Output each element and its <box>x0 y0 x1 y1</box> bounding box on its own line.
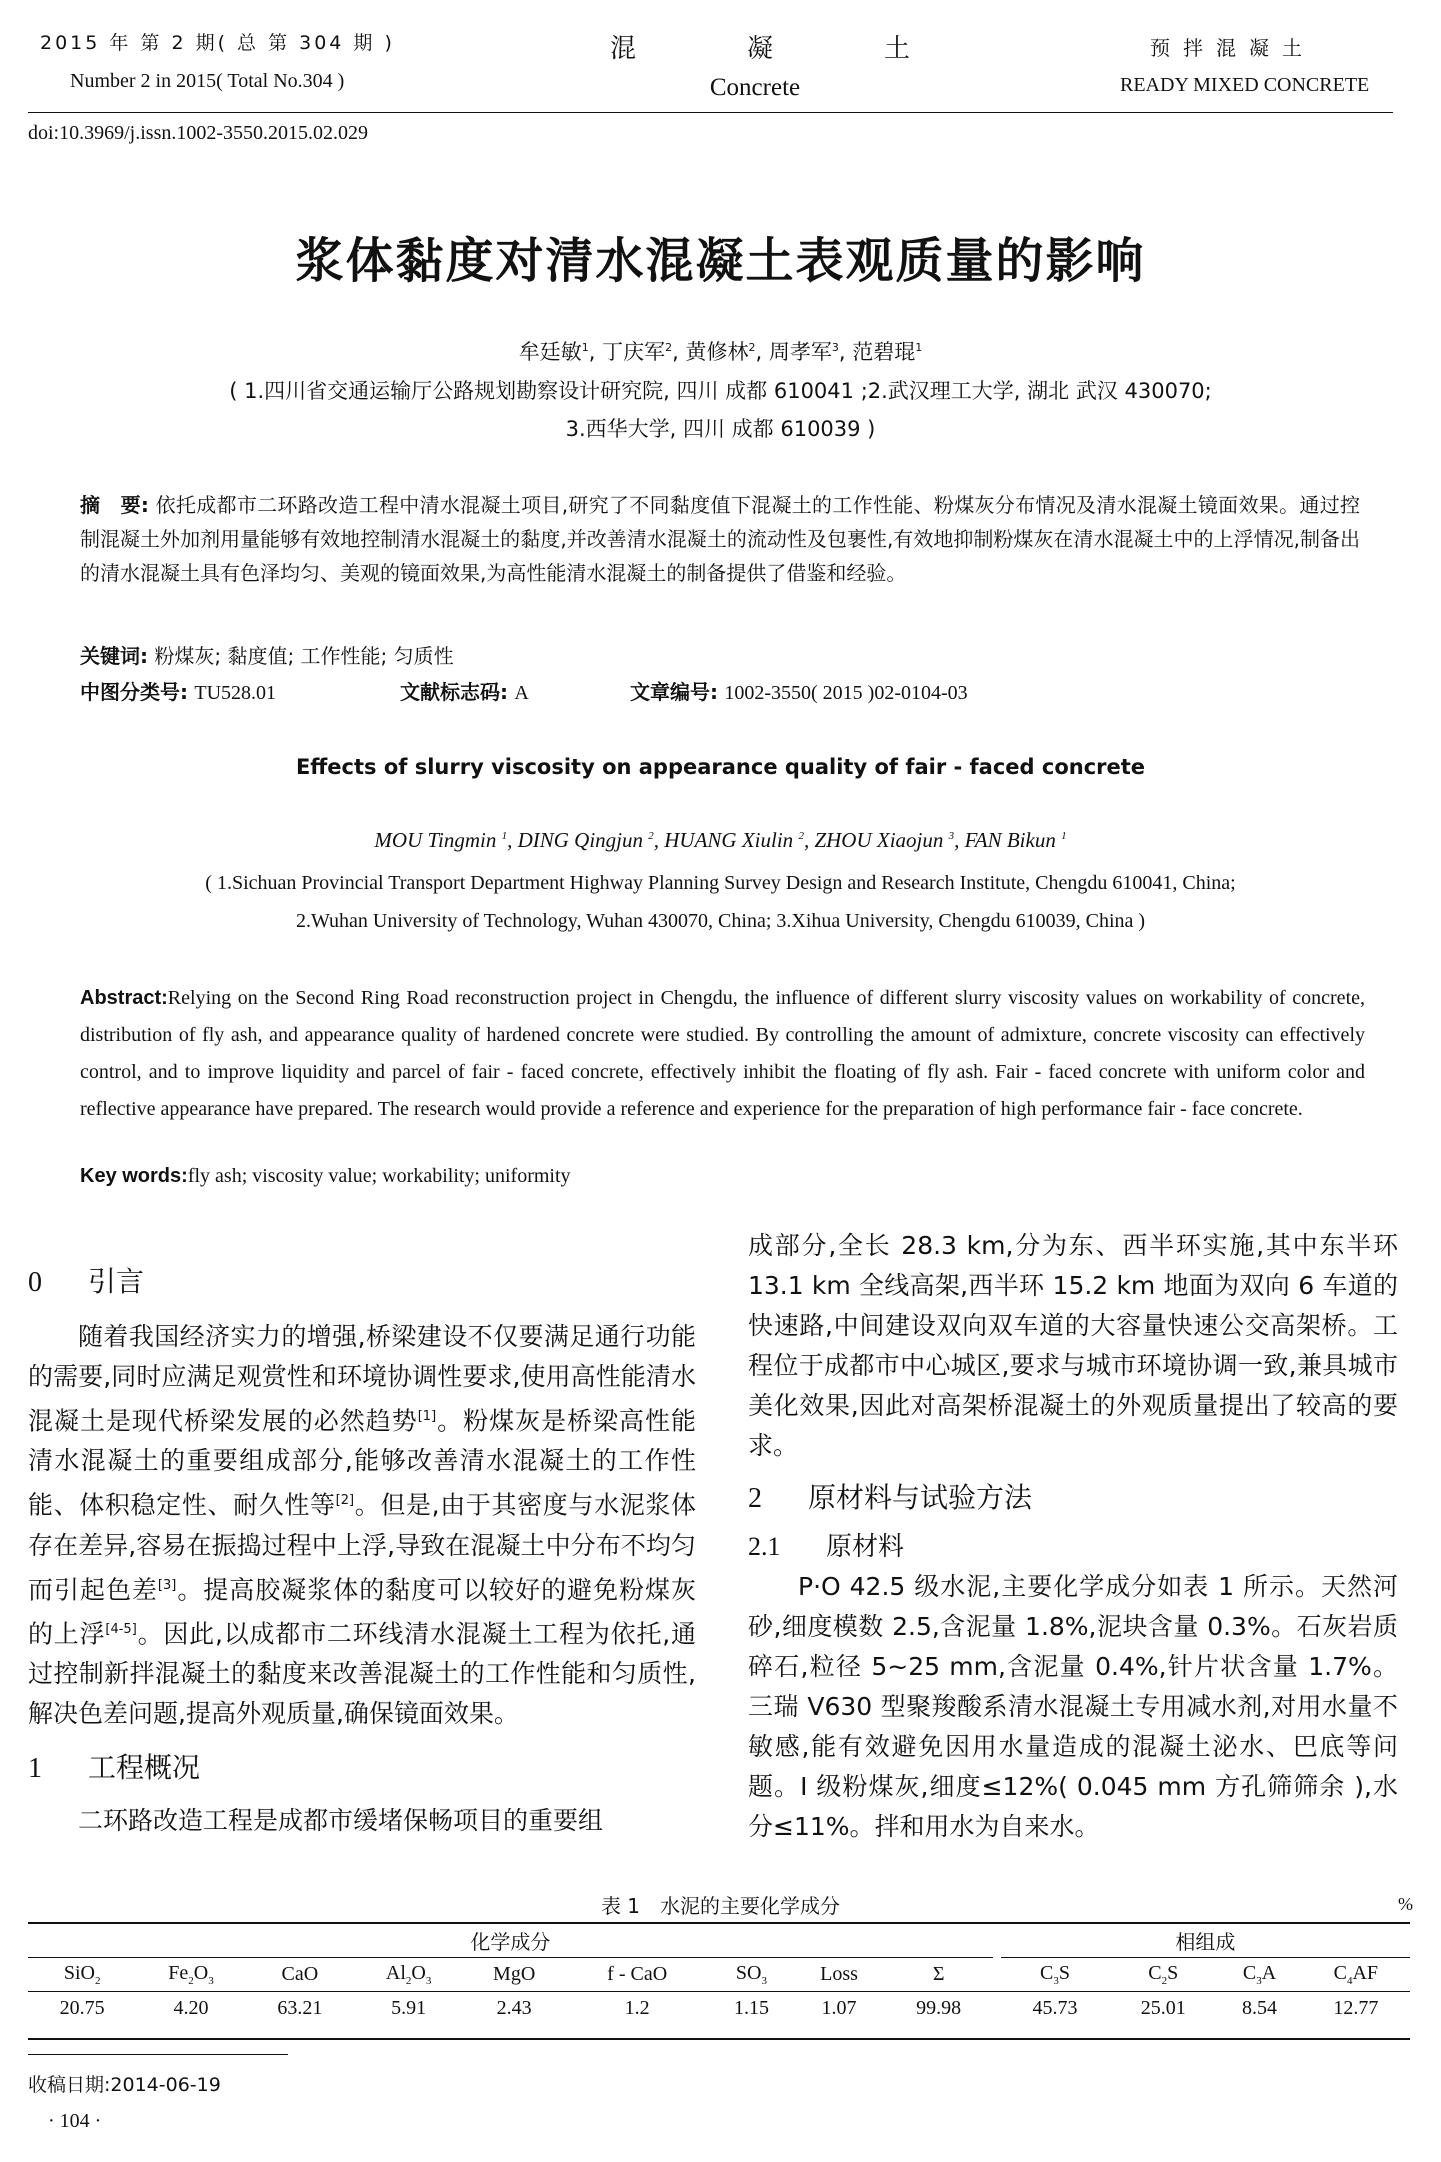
column-header: $C_3A$ <box>1217 1958 1301 1992</box>
column-header: $Fe_2O_3$ <box>136 1958 245 1992</box>
column-header: $SO_3$ <box>709 1958 793 1992</box>
column-header: f - CaO <box>565 1958 709 1992</box>
authors-cn: 牟廷敏$^1$, 丁庆军$^2$, 黄修林$^2$, 周孝军$^3$, 范碧琨$^1$ <box>518 340 923 364</box>
table-cell: 1.2 <box>565 1992 709 2026</box>
page-number: · 104 · <box>48 2110 102 2132</box>
footnote-rule <box>28 2054 288 2055</box>
citation[interactable]: [3] <box>157 1577 177 1593</box>
author: DING Qingjun $^2$ <box>517 828 654 852</box>
author: 周孝军$^3$ <box>768 340 839 364</box>
classification-row <box>80 676 968 705</box>
column-header: $C_4AF$ <box>1302 1958 1410 1992</box>
affiliation-line: 3.西华大学, 四川 成都 610039 ) <box>565 417 876 441</box>
affiliation-line: 2.Wuhan University of Technology, Wuhan 430070, China; 3.Xihua University, Chengdu 610039, China ) <box>295 910 1146 932</box>
table-cell: 1.07 <box>794 1992 885 2026</box>
keywords-cn <box>80 640 454 669</box>
materials-paragraph: P·O 42.5 级水泥,主要化学成分如表 1 所示。天然河砂,细度模数 2.5,含泥量 1.8%,泥块含量 0.3%。石灰岩质碎石,粒径 5~25 mm,含泥量 0.4%,针片状含量 1.7%。三瑞 V630 型聚羧酸系清水混凝土专用减水剂,对用水量不敏感,能有效避免因用水量造成的混凝土泌水、巴底等问题。I 级粉煤灰,细度≤12%( 0.045 mm 方孔筛筛余 ),水分≤11%。拌和用水为自来水。 <box>748 1572 1398 1841</box>
column-header: SiO$_2$ <box>28 1958 136 1992</box>
received-date: 收稿日期:2014-06-19 <box>28 2074 221 2096</box>
author: HUANG Xiulin $^2$ <box>664 828 804 852</box>
abstract-en-text: Relying on the Second Ring Road reconstruction project in Chengdu, the influence of different slurry viscosity values on workability of concrete, distribution of fly ash, and appearance quality of hardened concrete were studied. By controlling the amount of admixture, concrete viscosity can effectively control, and to improve liquidity and parcel of fair - faced concrete, effectively inhibit the floating of fly ash. Fair - faced concrete with uniform color and reflective appearance have prepared. The research would provide a reference and experience for the preparation of high performance fair - face concrete. <box>80 987 1365 1120</box>
citation[interactable]: [2] <box>335 1493 355 1509</box>
table-cell: 5.91 <box>354 1992 463 2026</box>
abstract-en-label: Abstract: <box>80 987 168 1009</box>
table-row <box>28 1992 1410 2026</box>
subsection-heading-2-1: 2.1 原材料 <box>748 1532 905 1562</box>
issue-en: Number 2 in 2015( Total No.304 ) <box>70 70 345 92</box>
column-header: $Al_2O_3$ <box>354 1958 463 1992</box>
journal-char: 凝 <box>746 34 773 64</box>
group-header-chemical: 化学成分 <box>28 1924 993 1958</box>
table-cell: 45.73 <box>1001 1992 1109 2026</box>
section-cn: 预拌混凝土 <box>1150 36 1315 60</box>
keywords-en-label: Key words: <box>80 1165 188 1187</box>
left-column <box>28 1262 696 1841</box>
table-cell: 63.21 <box>246 1992 354 2026</box>
affiliation-line: ( 1.Sichuan Provincial Transport Department Highway Planning Survey Design and Research Institute, Chengdu 610041, China; <box>205 872 1236 894</box>
author: 牟廷敏$^1$ <box>518 340 589 364</box>
column-header: $C_3S$ <box>1001 1958 1109 1992</box>
table-cell: 1.15 <box>709 1992 793 2026</box>
clc-number: 中图分类号: TU528.01 <box>80 680 277 704</box>
section-en: READY MIXED CONCRETE <box>1120 74 1370 96</box>
abstract-en <box>80 980 1365 1128</box>
journal-char: 混 <box>610 34 637 64</box>
abstract-cn <box>80 488 1360 590</box>
intro-paragraph: 随着我国经济实力的增强,桥梁建设不仅要满足通行功能的需要,同时应满足观赏性和环境协调性要求,使用高性能清水混凝土是现代桥梁发展的必然趋势[1]。粉煤灰是桥梁高性能清水混凝土的重要组成部分,能够改善清水混凝土的工作性能、体积稳定性、耐久性等[2]。但是,由于其密度与水泥浆体存在差异,容易在振捣过程中上浮,导致在混凝土中分布不均匀而引起色差[3]。提高胶凝浆体的黏度可以较好的避免粉煤灰的上浮[4-5]。因此,以成都市二环线清水混凝土工程为依托,通过控制新拌混凝土的黏度来改善混凝土的工作性能和匀质性,解决色差问题,提高外观质量,确保镜面效果。 <box>28 1322 696 1729</box>
journal-char: 土 <box>883 34 910 64</box>
table-cell: 8.54 <box>1217 1992 1301 2026</box>
table-unit: % <box>1398 1894 1413 1914</box>
section-heading-2: 2 原材料与试验方法 <box>748 1481 1033 1514</box>
document-code: 文献标志码: A <box>400 680 529 704</box>
group-header-phase: 相组成 <box>1001 1924 1410 1958</box>
article-number: 文章编号: 1002-3550( 2015 )02-0104-03 <box>630 680 968 704</box>
author: 丁庆军$^2$ <box>602 340 673 364</box>
column-header: CaO <box>246 1958 354 1992</box>
affiliations-en <box>0 864 1441 940</box>
keywords-cn-text: 粉煤灰; 黏度值; 工作性能; 匀质性 <box>154 644 454 668</box>
table-cell: 20.75 <box>28 1992 136 2026</box>
keywords-en <box>80 1165 571 1188</box>
author: ZHOU Xiaojun $^3$ <box>814 828 955 852</box>
table-cell: 99.98 <box>885 1992 993 2026</box>
table-cell: 2.43 <box>463 1992 565 2026</box>
paper-title-en: Effects of slurry viscosity on appearance quality of fair - faced concrete <box>295 755 1146 779</box>
table-bottom-rule <box>28 2038 1410 2040</box>
citation[interactable]: [4-5] <box>105 1621 137 1637</box>
author: MOU Tingmin $^1$ <box>374 828 508 852</box>
author: FAN Bikun $^1$ <box>964 828 1067 852</box>
author: 黄修林$^2$ <box>685 340 756 364</box>
project-paragraph-start: 二环路改造工程是成都市缓堵保畅项目的重要组 <box>78 1806 604 1836</box>
table-cell: 4.20 <box>136 1992 245 2026</box>
affiliations-cn <box>0 372 1441 448</box>
project-paragraph-cont: 成部分,全长 28.3 km,分为东、西半环实施,其中东半环 13.1 km 全线高架,西半环 15.2 km 地面为双向 6 车道的快速路,中间建设双向双车道的大容量快速公交高架桥。工程位于成都市中心城区,要求与城市环境协调一致,兼具城市美化效果,因此对高架桥混凝土的外观质量提出了较高的要求。 <box>748 1231 1398 1460</box>
affiliation-line: ( 1.四川省交通运输厅公路规划勘察设计研究院, 四川 成都 610041 ;2.武汉理工大学, 湖北 武汉 430070; <box>229 379 1212 403</box>
column-header: Loss <box>794 1958 885 1992</box>
abstract-cn-label: 摘 要: <box>80 493 149 517</box>
doi[interactable]: doi:10.3969/j.issn.1002-3550.2015.02.029 <box>28 122 369 144</box>
section-heading-0: 0 引言 <box>28 1265 145 1298</box>
column-header: $C_2S$ <box>1109 1958 1217 1992</box>
column-header: MgO <box>463 1958 565 1992</box>
table-cell: 25.01 <box>1109 1992 1217 2026</box>
cement-composition-table <box>28 1924 1410 2025</box>
column-header: Σ <box>885 1958 993 1992</box>
journal-name-en: Concrete <box>709 74 801 101</box>
journal-name-cn <box>610 28 910 65</box>
table-caption: 表 1 水泥的主要化学成分 <box>600 1894 841 1918</box>
right-column <box>748 1226 1398 1847</box>
keywords-cn-label: 关键词: <box>80 644 148 668</box>
author: 范碧琨$^1$ <box>852 340 923 364</box>
header-rule <box>28 112 1393 113</box>
issue-cn: 2015 年 第 2 期( 总 第 304 期 ) <box>40 32 395 54</box>
table-cell: 12.77 <box>1302 1992 1410 2026</box>
authors-en: MOU Tingmin $^1$, DING Qingjun $^2$, HUANG Xiulin $^2$, ZHOU Xiaojun $^3$, FAN Bikun $^1$ <box>374 828 1067 852</box>
paper-title-cn: 浆体黏度对清水混凝土表观质量的影响 <box>295 233 1146 289</box>
column-header-row <box>28 1958 1410 1992</box>
keywords-en-text: fly ash; viscosity value; workability; uniformity <box>187 1165 571 1187</box>
citation[interactable]: [1] <box>417 1409 437 1424</box>
section-heading-1: 1 工程概况 <box>28 1751 201 1785</box>
abstract-cn-text: 依托成都市二环路改造工程中清水混凝土项目,研究了不同黏度值下混凝土的工作性能、粉煤灰分布情况及清水混凝土镜面效果。通过控制混凝土外加剂用量能够有效地控制清水混凝土的黏度,并改善清水混凝土的流动性及包裹性,有效地抑制粉煤灰在清水混凝土中的上浮情况,制备出的清水混凝土具有色泽均匀、美观的镜面效果,为高性能清水混凝土的制备提供了借鉴和经验。 <box>80 493 1361 585</box>
